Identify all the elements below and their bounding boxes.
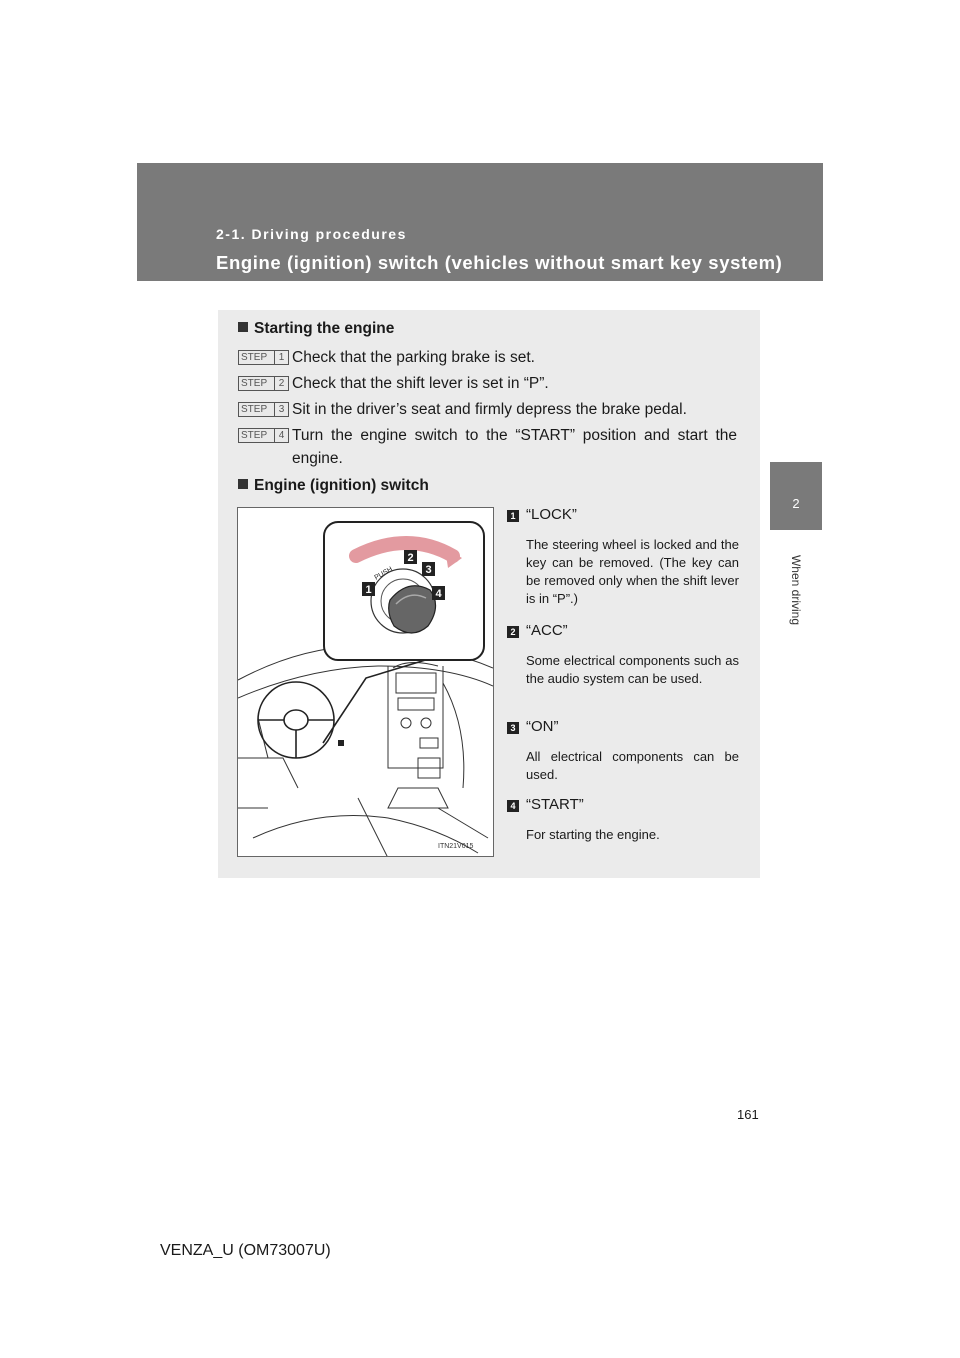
square-bullet-icon [238, 479, 248, 489]
starting-heading: Starting the engine [238, 320, 394, 338]
section-label: 2-1. Driving procedures [216, 226, 407, 242]
ignition-switch-illustration [237, 507, 494, 857]
callout-2: 2 [407, 552, 414, 564]
chapter-name: When driving [789, 554, 803, 626]
step-text: Sit in the driver’s seat and firmly depress the brake pedal. [292, 401, 687, 418]
step-text: Turn the engine switch to the “START” position and start the engine. [292, 427, 737, 467]
document-code: VENZA_U (OM73007U) [160, 1242, 331, 1259]
switch-heading: Engine (ignition) switch [238, 477, 429, 495]
step-badge: STEP 4 [238, 428, 289, 443]
page-title: Engine (ignition) switch (vehicles without smart key system) [216, 252, 783, 273]
page-number: 161 [737, 1107, 759, 1122]
callout-3: 3 [425, 564, 432, 576]
step-badge: STEP 1 [238, 350, 289, 365]
step-text: Check that the parking brake is set. [292, 349, 535, 366]
illustration-code: ITN21V015 [438, 843, 474, 850]
push-label: PUSH [373, 565, 394, 582]
callout-1: 1 [365, 584, 372, 596]
chapter-tab[interactable] [770, 462, 822, 530]
chapter-number: 2 [792, 496, 800, 511]
square-bullet-icon [238, 322, 248, 332]
step-badge: STEP 3 [238, 402, 289, 417]
chapter-name-container [770, 545, 822, 635]
dashboard-drawing [238, 508, 493, 856]
step-badge: STEP 2 [238, 376, 289, 391]
key-cylinder-icon [338, 740, 344, 746]
callout-4: 4 [435, 588, 442, 600]
step-text: Check that the shift lever is set in “P”. [292, 375, 549, 392]
